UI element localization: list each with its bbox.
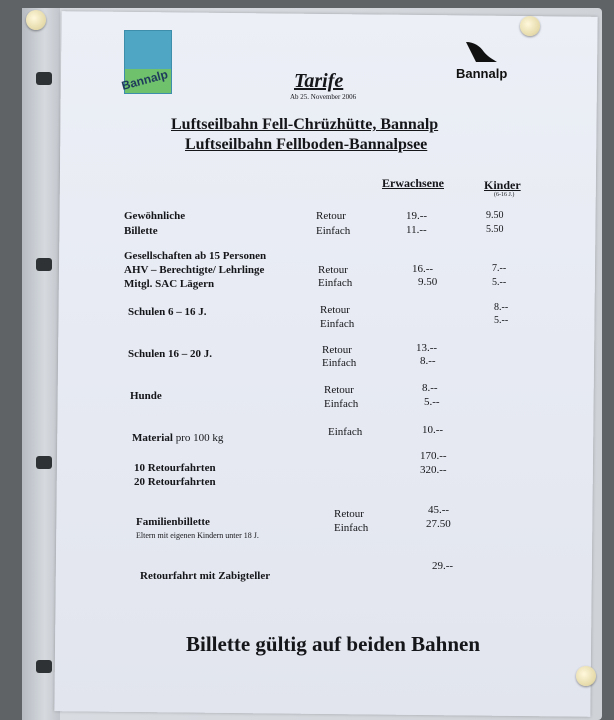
punch-hole <box>36 660 52 673</box>
price-child: 7.-- <box>492 263 507 274</box>
ticket-type: Einfach <box>324 398 359 410</box>
price-child: 8.-- <box>494 302 509 313</box>
row-label: Schulen 6 – 16 J. <box>128 306 207 318</box>
thumbtack <box>520 16 540 36</box>
ticket-type: Retour <box>322 344 352 356</box>
row-label: Schulen 16 – 20 J. <box>128 348 213 360</box>
price-adult: 8.-- <box>422 382 438 394</box>
price-adult: 320.-- <box>420 464 447 476</box>
ticket-type: Retour <box>324 384 354 396</box>
bannalp-logo-left <box>119 30 172 94</box>
row-label: Gesellschaften ab 15 Personen <box>124 250 267 262</box>
row-label: 20 Retourfahrten <box>134 476 216 488</box>
row-label-bold: Material <box>132 432 173 444</box>
price-adult: 10.-- <box>422 424 444 436</box>
punch-hole <box>36 258 52 271</box>
row-label: Gewöhnliche <box>124 210 186 222</box>
price-adult: 170.-- <box>420 450 447 462</box>
row-label-rest: pro 100 kg <box>172 432 224 444</box>
row-sub-label: Eltern mit eigenen Kindern unter 18 J. <box>136 531 259 540</box>
price-child: 9.50 <box>486 210 504 221</box>
ticket-type: Einfach <box>328 426 363 438</box>
ticket-type: Einfach <box>334 522 369 534</box>
price-adult: 29.-- <box>432 560 454 572</box>
price-adult: 5.-- <box>424 396 440 408</box>
row-label: AHV – Berechtigte/ Lehrlinge <box>124 264 265 276</box>
logo-right-label: Bannalp <box>456 66 508 81</box>
ticket-type: Retour <box>334 508 364 520</box>
route-line-1: Luftseilbahn Fell-Chrüzhütte, Bannalp <box>171 116 439 133</box>
column-header-children: Kinder <box>484 178 521 192</box>
validity-note: Billette gültig auf beiden Bahnen <box>186 632 481 656</box>
ticket-type: Einfach <box>316 225 351 237</box>
price-adult: 9.50 <box>418 276 438 288</box>
thumbtack <box>576 666 596 686</box>
row-label: Familienbillette <box>136 516 210 528</box>
price-adult: 16.-- <box>412 263 434 275</box>
punch-hole <box>36 72 52 85</box>
price-adult: 8.-- <box>420 355 436 367</box>
price-adult: 13.-- <box>416 342 438 354</box>
price-adult: 45.-- <box>428 504 450 516</box>
row-label: 10 Retourfahrten <box>134 462 216 474</box>
punch-hole <box>36 456 52 469</box>
route-line-2: Luftseilbahn Fellboden-Bannalpsee <box>185 136 428 153</box>
row-label: Billette <box>124 225 158 237</box>
row-label: Hunde <box>130 390 162 402</box>
logo-left-label: Bannalp <box>119 67 170 93</box>
ticket-type: Retour <box>316 210 346 222</box>
price-child: 5.50 <box>486 224 504 235</box>
row-label: Mitgl. SAC Lägern <box>124 278 215 290</box>
price-adult: 19.-- <box>406 210 428 222</box>
price-child: 5.-- <box>494 315 509 326</box>
thumbtack <box>26 10 46 30</box>
price-adult: 11.-- <box>406 224 427 236</box>
price-child: 5.-- <box>492 277 507 288</box>
ticket-type: Retour <box>318 264 348 276</box>
valid-from-date: Ab 25. November 2006 <box>290 93 357 101</box>
ticket-type: Einfach <box>322 357 357 369</box>
column-header-adults: Erwachsene <box>382 176 444 190</box>
page-title: Tarife <box>294 70 344 92</box>
mountain-logo-icon <box>464 40 498 64</box>
children-age-note: (6-16 J.) <box>494 192 515 198</box>
price-adult: 27.50 <box>426 518 451 530</box>
row-label: Retourfahrt mit Zabigteller <box>140 570 271 582</box>
ticket-type: Einfach <box>320 318 355 330</box>
ticket-type: Einfach <box>318 277 353 289</box>
row-label <box>132 432 223 444</box>
punched-strip <box>22 8 60 720</box>
ticket-type: Retour <box>320 304 350 316</box>
